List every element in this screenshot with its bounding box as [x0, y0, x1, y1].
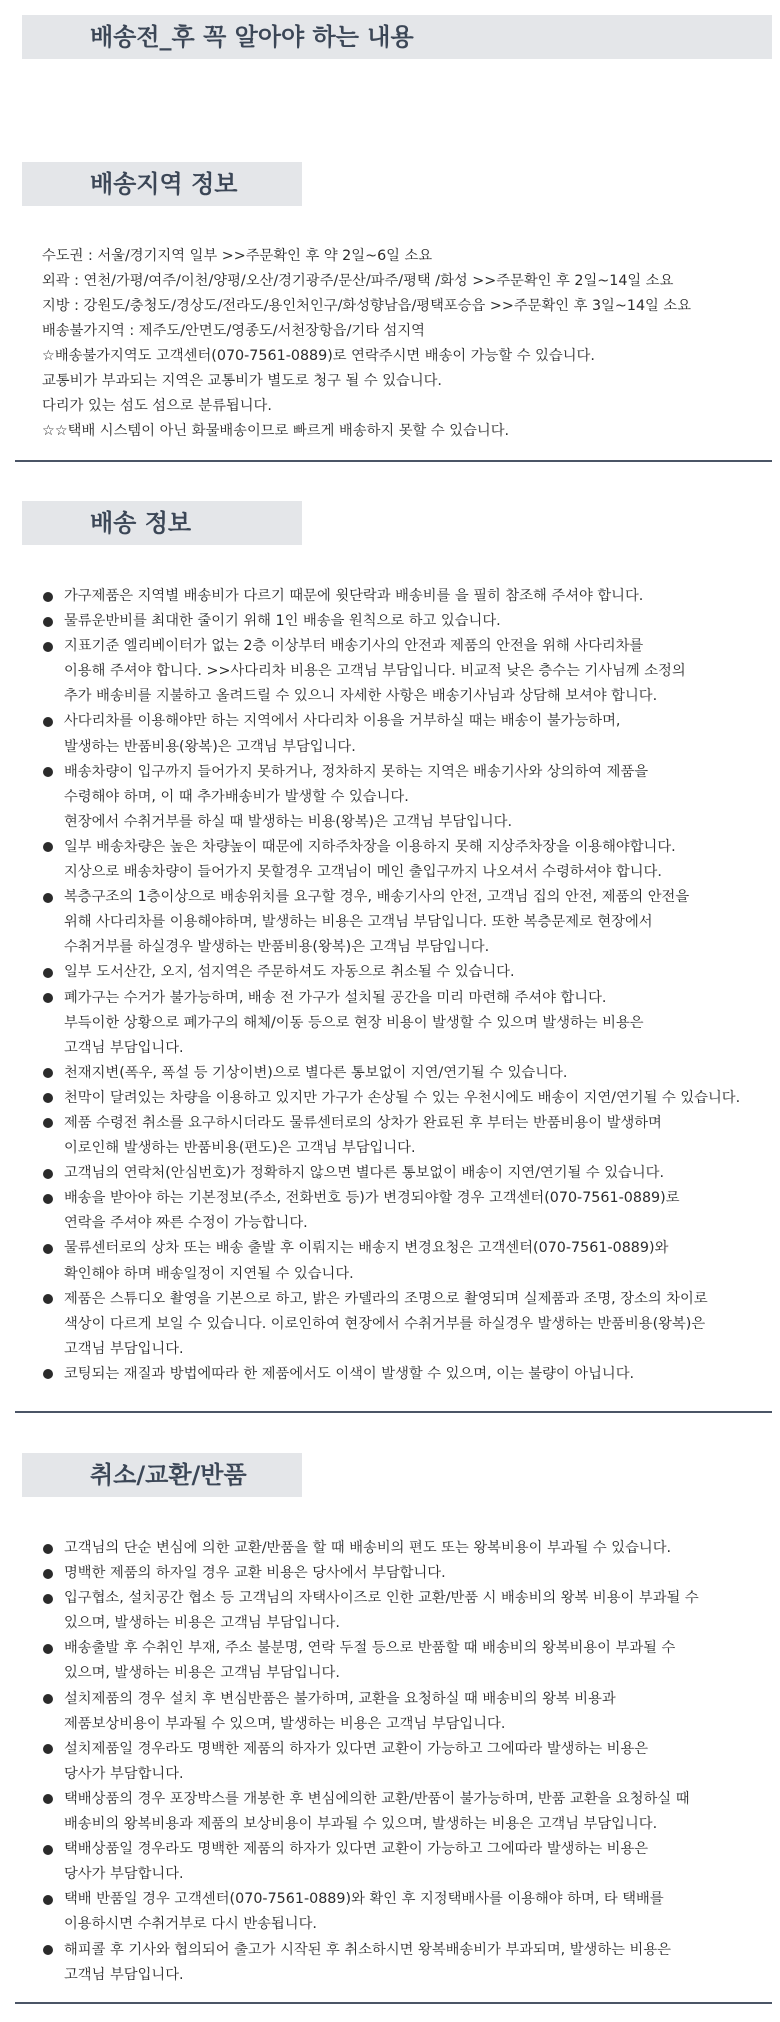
- list-item-text: 택배 반품일 경우 고객센터(070-7561-0889)와 확인 후 지정택배사를 이용해야 하며, 타 택배를: [64, 1891, 664, 1908]
- list-item: [42, 1111, 772, 1161]
- list-item-text: 물류센터로의 상차 또는 배송 출발 후 이뤄지는 배송지 변경요청은 고객센터(070-7561-0889)와: [64, 1240, 669, 1257]
- region-line: 지방 : 강원도/충청도/경상도/전라도/용인처인구/화성향남읍/평택포승읍 >>주문확인 후 3일~14일 소요: [42, 298, 692, 314]
- bullet-icon: [43, 968, 53, 978]
- section-divider: [15, 460, 772, 462]
- list-item: [42, 709, 772, 759]
- region-line: 외곽 : 연천/가평/여주/이천/양평/오산/경기광주/문산/파주/평택 /화성 >>주문확인 후 2일~14일 소요: [42, 273, 674, 289]
- delivery-info-list: [42, 584, 772, 1387]
- list-item-text: 택배상품의 경우 포장박스를 개봉한 후 변심에의한 교환/반품이 불가능하며, 반품 교환을 요청하실 때: [64, 1790, 690, 1807]
- bullet-icon: [43, 1093, 53, 1103]
- list-item-text: 현장에서 수취거부를 하실 때 발생하는 비용(왕복)은 고객님 부담입니다.: [64, 813, 513, 830]
- list-item-text: 이로인해 발생하는 반품비용(편도)은 고객님 부담입니다.: [64, 1140, 416, 1157]
- list-item-text: 발생하는 반품비용(왕복)은 고객님 부담입니다.: [64, 738, 356, 755]
- list-item-text: 일부 도서산간, 오지, 섬지역은 주문하셔도 자동으로 취소될 수 있습니다.: [64, 964, 515, 981]
- list-item-text: 사다리차를 이용해야만 하는 지역에서 사다리차 이용을 거부하실 때는 배송이 불가능하며,: [64, 713, 621, 730]
- list-item-text: 색상이 다르게 보일 수 있습니다. 이로인하여 현장에서 수취거부를 하실경우 발생하는 반품비용(왕복)은: [64, 1315, 706, 1332]
- list-item: [42, 1687, 772, 1737]
- bullet-icon: [43, 993, 53, 1003]
- list-item: [42, 760, 772, 835]
- list-item-text: 택배상품일 경우라도 명백한 제품의 하자가 있다면 교환이 가능하고 그에따라 발생하는 비용은: [64, 1841, 649, 1858]
- list-item-text: 부득이한 상황으로 폐가구의 해체/이동 등으로 현장 비용이 발생할 수 있으며 발생하는 비용은: [64, 1014, 644, 1031]
- bullet-icon: [43, 617, 53, 627]
- bullet-icon: [43, 1945, 53, 1955]
- bullet-icon: [43, 1694, 53, 1704]
- list-item-text: 물류운반비를 최대한 줄이기 위해 1인 배송을 원칙으로 하고 있습니다.: [64, 613, 501, 630]
- bullet-icon: [43, 767, 53, 777]
- list-item: [42, 1887, 772, 1937]
- list-item-text: 이용해 주셔야 합니다. >>사다리차 비용은 고객님 부담입니다. 비교적 낮은 층수는 기사님께 소정의: [64, 663, 686, 680]
- list-item: [42, 584, 772, 609]
- list-item-text: 이용하시면 수취거부로 다시 반송됩니다.: [64, 1916, 317, 1933]
- bullet-icon: [43, 717, 53, 727]
- list-item: [42, 1586, 772, 1636]
- list-item-text: 제품보상비용이 부과될 수 있으며, 발생하는 비용은 고객님 부담입니다.: [64, 1715, 506, 1732]
- list-item-text: 고객님 부담입니다.: [64, 1966, 184, 1983]
- section-divider: [15, 2002, 772, 2004]
- list-item-text: 있으며, 발생하는 비용은 고객님 부담입니다.: [64, 1615, 340, 1632]
- region-line: ☆☆택배 시스템이 아닌 화물배송이므로 빠르게 배송하지 못할 수 있습니다.: [42, 423, 510, 439]
- bullet-icon: [43, 1118, 53, 1128]
- list-item: [42, 986, 772, 1061]
- list-item: [42, 1561, 772, 1586]
- list-item: [42, 1161, 772, 1186]
- bullet-icon: [43, 1294, 53, 1304]
- list-item: [42, 634, 772, 709]
- return-info-list: [42, 1536, 772, 1988]
- list-item-text: 배송을 받아야 하는 기본정보(주소, 전화번호 등)가 변경되야할 경우 고객센터(070-7561-0889)로: [64, 1190, 680, 1207]
- list-item-text: 당사가 부담합니다.: [64, 1765, 184, 1782]
- list-item-text: 제품은 스튜디오 촬영을 기본으로 하고, 밝은 카델라의 조명으로 촬영되며 실제품과 조명, 장소의 차이로: [64, 1290, 708, 1307]
- region-line: 다리가 있는 섬도 섬으로 분류됩니다.: [42, 398, 272, 414]
- bullet-icon: [43, 1169, 53, 1179]
- return-section-title: 취소/교환/반품: [22, 1453, 302, 1497]
- bullet-icon: [43, 1845, 53, 1855]
- bullet-icon: [43, 1744, 53, 1754]
- bullet-icon: [43, 893, 53, 903]
- list-item-text: 고객님 부담입니다.: [64, 1340, 184, 1357]
- list-item-text: 일부 배송차량은 높은 차량높이 때문에 지하주차장을 이용하지 못해 지상주차장을 이용해야합니다.: [64, 838, 676, 855]
- list-item: [42, 835, 772, 885]
- list-item-text: 수령해야 하며, 이 때 추가배송비가 발생할 수 있습니다.: [64, 788, 409, 805]
- bullet-icon: [43, 1244, 53, 1254]
- region-line: 수도권 : 서울/경기지역 일부 >>주문확인 후 약 2일~6일 소요: [42, 248, 433, 264]
- bullet-icon: [43, 1895, 53, 1905]
- list-item: [42, 1737, 772, 1787]
- bullet-icon: [43, 1544, 53, 1554]
- list-item: [42, 1362, 772, 1387]
- list-item-text: 입구협소, 설치공간 협소 등 고객님의 자택사이즈로 인한 교환/반품 시 배송비의 왕복 비용이 부과될 수: [64, 1590, 699, 1607]
- list-item-text: 가구제품은 지역별 배송비가 다르기 때문에 윗단락과 배송비를 을 필히 참조해 주셔야 합니다.: [64, 588, 644, 604]
- bullet-icon: [43, 1644, 53, 1654]
- list-item: [42, 960, 772, 985]
- region-line: ☆배송불가지역도 고객센터(070-7561-0889)로 연락주시면 배송이 가능할 수 있습니다.: [42, 348, 595, 364]
- list-item-text: 배송차량이 입구까지 들어가지 못하거나, 정차하지 못하는 지역은 배송기사와 상의하여 제품을: [64, 763, 649, 780]
- bullet-icon: [43, 1569, 53, 1579]
- list-item: [42, 1837, 772, 1887]
- list-item-text: 지표기준 엘리베이터가 없는 2층 이상부터 배송기사의 안전과 제품의 안전을 위해 사다리차를: [64, 638, 644, 655]
- list-item-text: 지상으로 배송차량이 들어가지 못할경우 고객님이 메인 출입구까지 나오셔서 수령하셔야 합니다.: [64, 864, 662, 881]
- list-item-text: 폐가구는 수거가 불가능하며, 배송 전 가구가 설치될 공간을 미리 마련해 주셔야 합니다.: [64, 989, 607, 1006]
- list-item: [42, 1086, 772, 1111]
- list-item-text: 당사가 부담합니다.: [64, 1866, 184, 1883]
- region-section-title: 배송지역 정보: [22, 162, 302, 206]
- bullet-icon: [43, 1594, 53, 1604]
- list-item-text: 고객님 부담입니다.: [64, 1039, 184, 1056]
- bullet-icon: [43, 842, 53, 852]
- list-item-text: 설치제품의 경우 설치 후 변심반품은 불가하며, 교환을 요청하실 때 배송비의 왕복 비용과: [64, 1690, 616, 1707]
- list-item-text: 있으며, 발생하는 비용은 고객님 부담입니다.: [64, 1665, 340, 1682]
- list-item-text: 천재지변(폭우, 폭설 등 기상이변)으로 별다른 통보없이 지연/연기될 수 있습니다.: [64, 1064, 568, 1081]
- list-item: [42, 1186, 772, 1236]
- list-item-text: 명백한 제품의 하자일 경우 교환 비용은 당사에서 부담합니다.: [64, 1565, 446, 1582]
- list-item-text: 연락을 주셔야 짜른 수정이 가능합니다.: [64, 1215, 308, 1232]
- list-item-text: 고객님의 연락처(안심번호)가 정확하지 않으면 별다른 통보없이 배송이 지연/연기될 수 있습니다.: [64, 1165, 665, 1182]
- list-item-text: 설치제품일 경우라도 명백한 제품의 하자가 있다면 교환이 가능하고 그에따라 발생하는 비용은: [64, 1740, 649, 1757]
- bullet-icon: [43, 1794, 53, 1804]
- list-item-text: 위해 사다리차를 이용해야하며, 발생하는 비용은 고객님 부담입니다. 또한 복층문제로 현장에서: [64, 914, 653, 931]
- bullet-icon: [43, 1369, 53, 1379]
- list-item-text: 제품 수령전 취소를 요구하시더라도 물류센터로의 상차가 완료된 후 부터는 반품비용이 발생하며: [64, 1114, 662, 1131]
- list-item: [42, 1287, 772, 1362]
- list-item: [42, 1536, 772, 1561]
- list-item-text: 수취거부를 하실경우 발생하는 반품비용(왕복)은 고객님 부담입니다.: [64, 939, 490, 956]
- bullet-icon: [43, 1068, 53, 1078]
- delivery-section-title: 배송 정보: [22, 501, 302, 545]
- bullet-icon: [43, 592, 53, 602]
- list-item-text: 코팅되는 재질과 방법에따라 한 제품에서도 이색이 발생할 수 있으며, 이는 불량이 아닙니다.: [64, 1365, 635, 1382]
- list-item-text: 고객님의 단순 변심에 의한 교환/반품을 할 때 배송비의 편도 또는 왕복비용이 부과될 수 있습니다.: [64, 1540, 672, 1556]
- list-item-text: 복층구조의 1층이상으로 배송위치를 요구할 경우, 배송기사의 안전, 고객님 집의 안전, 제품의 안전을: [64, 889, 690, 906]
- bullet-icon: [43, 642, 53, 652]
- list-item-text: 해피콜 후 기사와 협의되어 출고가 시작된 후 취소하시면 왕복배송비가 부과되며, 발생하는 비용은: [64, 1941, 671, 1958]
- list-item-text: 배송출발 후 수취인 부재, 주소 불분명, 연락 두절 등으로 반품할 때 배송비의 왕복비용이 부과될 수: [64, 1640, 676, 1657]
- page-title: 배송전_후 꼭 알아야 하는 내용: [22, 15, 772, 59]
- list-item: [42, 1061, 772, 1086]
- list-item-text: 배송비의 왕복비용과 제품의 보상비용이 부과될 수 있으며, 발생하는 비용은 고객님 부담입니다.: [64, 1816, 658, 1833]
- list-item: [42, 1787, 772, 1837]
- region-line: 교통비가 부과되는 지역은 교통비가 별도로 청구 될 수 있습니다.: [42, 373, 442, 389]
- region-line: 배송불가지역 : 제주도/안면도/영종도/서천장항읍/기타 섬지역: [42, 323, 425, 339]
- list-item-text: 확인해야 하며 배송일정이 지연될 수 있습니다.: [64, 1265, 354, 1282]
- list-item: [42, 1236, 772, 1286]
- region-info-list: [42, 244, 772, 444]
- list-item: [42, 1636, 772, 1686]
- list-item-text: 추가 배송비를 지불하고 올려드릴 수 있으니 자세한 사항은 배송기사님과 상담해 보셔야 합니다.: [64, 688, 658, 705]
- list-item-text: 천막이 달려있는 차량을 이용하고 있지만 가구가 손상될 수 있는 우천시에도 배송이 지연/연기될 수 있습니다.: [64, 1089, 741, 1106]
- list-item: [42, 609, 772, 634]
- bullet-icon: [43, 1194, 53, 1204]
- list-item: [42, 1938, 772, 1988]
- list-item: [42, 885, 772, 960]
- section-divider: [15, 1411, 772, 1413]
